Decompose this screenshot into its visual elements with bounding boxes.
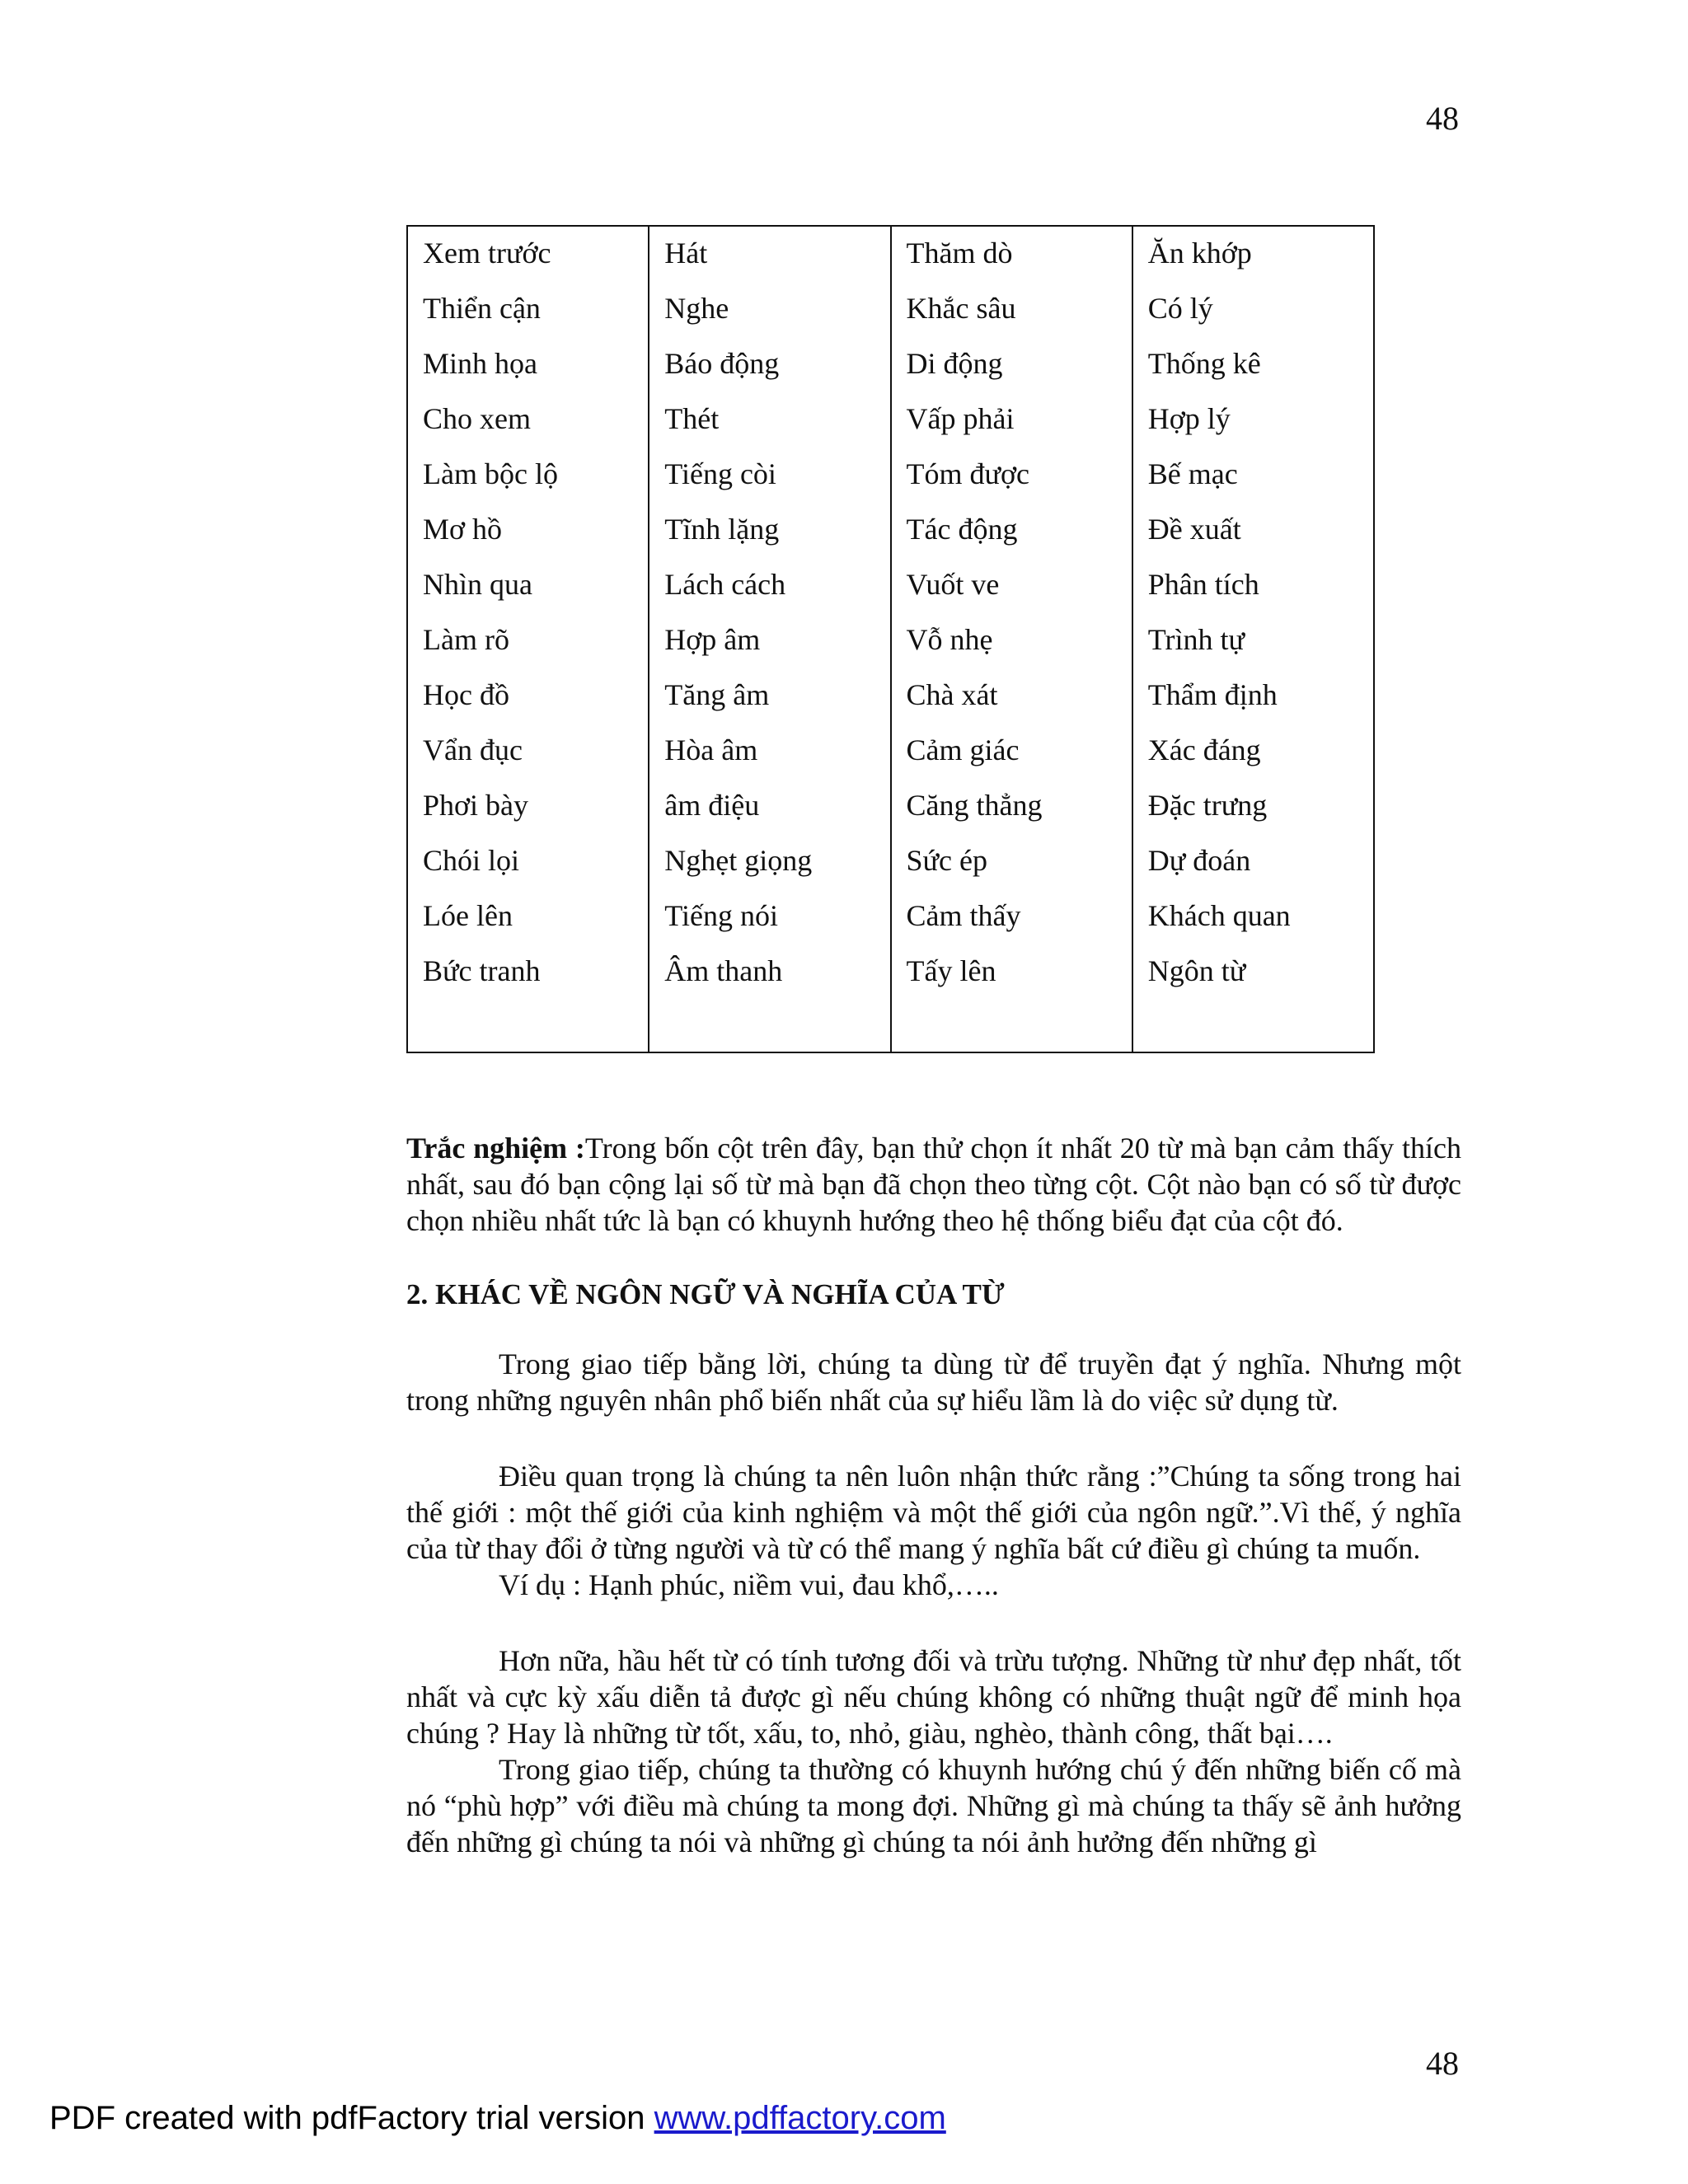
table-cell: Sức ép — [906, 844, 987, 877]
table-cell: Tác động — [906, 513, 1018, 546]
table-cell: Chà xát — [906, 678, 998, 711]
table-cell: Tấy lên — [906, 954, 996, 987]
table-cell: Cho xem — [423, 402, 531, 435]
table-column-4 — [1132, 226, 1374, 1052]
table-cell: Nhìn qua — [423, 568, 532, 601]
table-cell: Báo động — [664, 347, 780, 380]
table-cell: Đặc trưng — [1147, 789, 1268, 822]
table-cell: Tiếng còi — [664, 457, 776, 490]
table-cell: Lóe lên — [423, 899, 513, 932]
quiz-label: Trắc nghiệm : — [406, 1132, 585, 1165]
table-cell: Âm thanh — [664, 954, 783, 987]
table-cell: Nghe — [664, 292, 729, 325]
table-cell: Chói lọi — [423, 844, 520, 877]
table-cell: Thét — [664, 402, 720, 435]
table-cell: Di động — [906, 347, 1003, 380]
pdf-footer — [49, 2102, 946, 2135]
table-cell: Tăng âm — [664, 678, 770, 711]
table-cell: Vỗ nhẹ — [906, 623, 993, 656]
table-cell: Phân tích — [1147, 568, 1259, 601]
table-cell: Có lý — [1147, 292, 1213, 325]
table-cell: Xác đáng — [1147, 733, 1261, 766]
table-cell: Dự đoán — [1147, 844, 1251, 877]
table-cell: Minh họa — [423, 347, 537, 380]
section-heading: 2. KHÁC VỀ NGÔN NGỮ VÀ NGHĨA CỦA TỪ — [406, 1278, 1005, 1310]
paragraph: Trong giao tiếp, chúng ta thường có khuynh hướng chú ý đến những biến cố mà nó “phù hợp” với điều mà chúng ta mong đợi. Những gì mà chúng ta thấy sẽ ảnh hưởng đến những gì chúng ta nói và những gì chúng ta nói ảnh hưởng đến những gì — [406, 1753, 1461, 1858]
table-cell: Tĩnh lặng — [664, 513, 780, 546]
body-text — [406, 1130, 1461, 1860]
page-number-bottom: 48 — [1426, 2045, 1459, 2082]
word-list — [1133, 227, 1373, 1003]
example-line: Ví dụ : Hạnh phúc, niềm vui, đau khổ,….. — [499, 1568, 999, 1601]
table-cell: Cảm thấy — [906, 899, 1021, 932]
table-cell: Xem trước — [423, 237, 551, 269]
table-cell: Hợp âm — [664, 623, 761, 656]
table-cell: Ăn khớp — [1147, 237, 1252, 269]
table-cell: Vấp phải — [906, 402, 1015, 435]
word-table — [406, 225, 1375, 1053]
table-cell: âm điệu — [664, 789, 760, 822]
paragraph: Điều quan trọng là chúng ta nên luôn nhận thức rằng :”Chúng ta sống trong hai thế giới : một thế giới của kinh nghiệm và một thế giới của ngôn ngữ.”.Vì thế, ý nghĩa của từ thay đổi ở từng người và từ có thể mang ý nghĩa bất cứ điều gì chúng ta muốn. — [406, 1460, 1461, 1565]
word-list — [892, 227, 1132, 1003]
page-number-top: 48 — [1426, 100, 1459, 137]
table-cell: Thiển cận — [423, 292, 541, 325]
table-column-1 — [407, 226, 649, 1052]
table-cell: Cảm giác — [906, 733, 1020, 766]
paragraph: Hơn nữa, hầu hết từ có tính tương đối và trừu tượng. Những từ như đẹp nhất, tốt nhất và cực kỳ xấu diễn tả được gì nếu chúng không có những thuật ngữ để minh họa chúng ? Hay là những từ tốt, xấu, to, nhỏ, giàu, nghèo, thành công, thất bại…. — [406, 1644, 1461, 1750]
table-cell: Hòa âm — [664, 733, 758, 766]
table-cell: Ngôn từ — [1147, 954, 1246, 987]
table-cell: Phơi bày — [423, 789, 529, 822]
table-cell: Thẩm định — [1147, 678, 1278, 711]
table-row — [407, 226, 1374, 1052]
table-cell: Bức tranh — [423, 954, 541, 987]
table-cell: Thăm dò — [906, 237, 1013, 269]
table-cell: Học đồ — [423, 678, 509, 711]
table-cell: Trình tự — [1147, 623, 1245, 656]
quiz-paragraph — [406, 1130, 1461, 1239]
table-cell: Căng thẳng — [906, 789, 1043, 822]
table-cell: Thống kê — [1147, 347, 1261, 380]
table-column-2 — [649, 226, 890, 1052]
word-list — [408, 227, 648, 1003]
table-cell: Làm bộc lộ — [423, 457, 558, 490]
table-cell: Vẩn đục — [423, 733, 523, 766]
table-cell: Tóm được — [906, 457, 1030, 490]
quiz-text: Trong bốn cột trên đây, bạn thử chọn ít nhất 20 từ mà bạn cảm thấy thích nhất, sau đó bạn cộng lại số từ mà bạn đã chọn theo từng cột. Cột nào bạn có số từ được chọn nhiều nhất tức là bạn có khuynh hướng theo hệ thống biểu đạt của cột đó. — [406, 1132, 1462, 1237]
table-cell: Hát — [664, 237, 708, 269]
paragraph: Trong giao tiếp bằng lời, chúng ta dùng từ để truyền đạt ý nghĩa. Nhưng một trong những nguyên nhân phổ biến nhất của sự hiểu lầm là do việc sử dụng từ. — [406, 1347, 1461, 1417]
footer-text: PDF created with pdfFactory trial version — [49, 2100, 654, 2136]
footer-link[interactable]: www.pdffactory.com — [654, 2100, 946, 2136]
table-cell: Làm rõ — [423, 623, 509, 656]
table-cell: Mơ hồ — [423, 513, 503, 546]
word-list — [649, 227, 889, 1003]
table-cell: Khách quan — [1147, 899, 1291, 932]
table-cell: Hợp lý — [1147, 402, 1231, 435]
table-cell: Tiếng nói — [664, 899, 778, 932]
table-cell: Bế mạc — [1147, 457, 1238, 490]
table-cell: Lách cách — [664, 568, 786, 601]
table-cell: Nghẹt giọng — [664, 844, 813, 877]
table-cell: Đề xuất — [1147, 513, 1241, 546]
table-column-3 — [891, 226, 1132, 1052]
table-cell: Khắc sâu — [906, 292, 1016, 325]
table-cell: Vuốt ve — [906, 568, 1000, 601]
